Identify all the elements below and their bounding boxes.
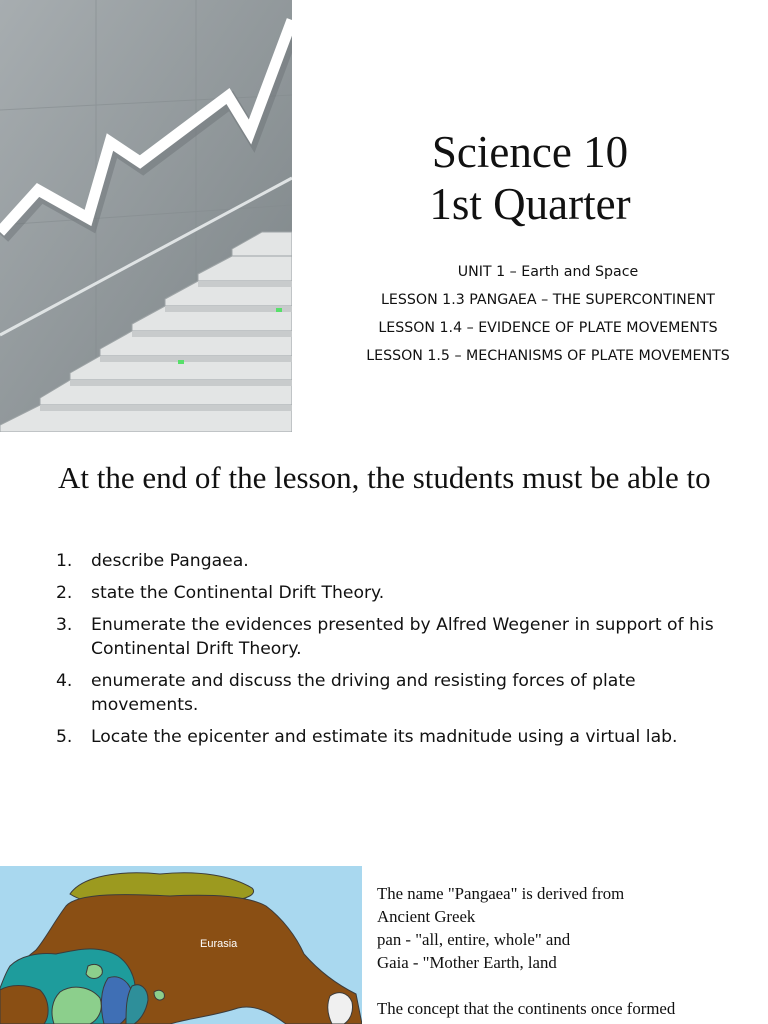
objectives-slide — [0, 436, 768, 836]
description-line: The name "Pangaea" is derived from — [377, 884, 625, 903]
lesson-line: LESSON 1.5 – MECHANISMS OF PLATE MOVEMENTS — [366, 348, 730, 364]
objective-text: describe Pangaea. — [91, 551, 249, 571]
paragraph-gap — [377, 974, 757, 997]
objective-number: 4. — [56, 671, 73, 691]
slide-title — [300, 126, 760, 230]
stairs-rising-arrow-photo — [0, 0, 292, 432]
objective-number: 5. — [56, 727, 73, 747]
objective-item — [56, 669, 736, 717]
objective-text: Locate the epicenter and estimate its madnitude using a virtual lab. — [91, 727, 678, 747]
objectives-list — [56, 549, 736, 757]
objective-item — [56, 613, 736, 661]
objective-item — [56, 549, 736, 573]
objective-item — [56, 725, 736, 749]
lesson-line: LESSON 1.4 – EVIDENCE OF PLATE MOVEMENTS — [378, 320, 718, 336]
objectives-heading: At the end of the lesson, the students must be able to — [58, 460, 711, 495]
title-slide — [0, 0, 768, 432]
objective-text: state the Continental Drift Theory. — [91, 583, 385, 603]
objective-number: 3. — [56, 615, 73, 635]
lesson-line: LESSON 1.3 PANGAEA – THE SUPERCONTINENT — [381, 292, 715, 308]
description-line: The concept that the continents once formed — [377, 999, 676, 1018]
lesson-line: UNIT 1 – Earth and Space — [457, 264, 639, 280]
description-line: Ancient Greek — [377, 907, 476, 926]
objective-text: Enumerate the evidences presented by Alfred Wegener in support of his Continental Drift Theory. — [91, 615, 714, 659]
pangaea-slide — [0, 866, 768, 1024]
objective-number: 1. — [56, 551, 73, 571]
pangaea-description — [377, 882, 757, 1020]
map-label-eurasia: Eurasia — [200, 938, 238, 950]
objective-item — [56, 581, 736, 605]
lesson-list — [300, 258, 768, 370]
objective-text: enumerate and discuss the driving and resisting forces of plate movements. — [91, 671, 636, 715]
pangaea-map — [0, 866, 362, 1024]
title-line-1: Science 10 — [431, 127, 629, 177]
title-line-2: 1st Quarter — [429, 179, 631, 229]
description-line: pan - "all, entire, whole" and — [377, 930, 571, 949]
objective-number: 2. — [56, 583, 73, 603]
description-line: Gaia - "Mother Earth, land — [377, 953, 557, 972]
